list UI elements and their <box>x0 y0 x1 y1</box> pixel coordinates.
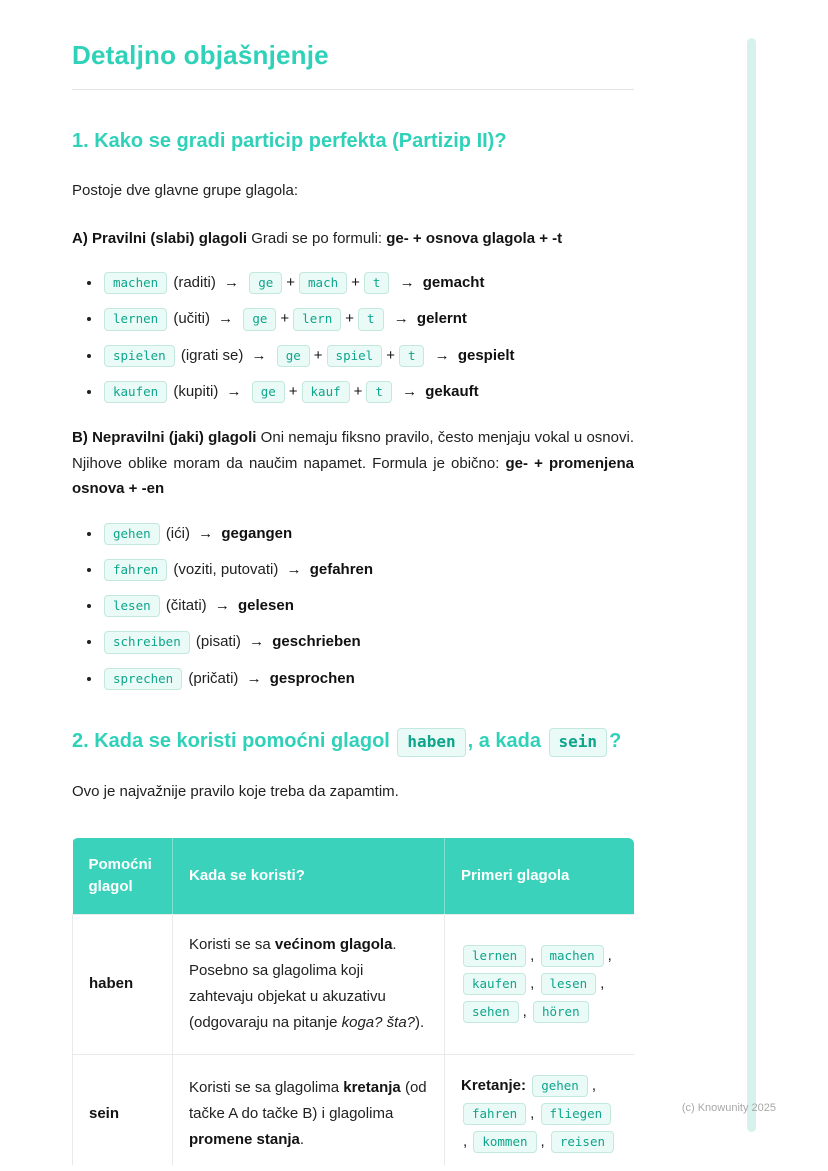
plus-glyph: + <box>280 310 290 328</box>
page-edge-strip <box>747 38 756 1132</box>
example-verb-tag: lernen <box>463 945 526 967</box>
verb-meaning: (ići) <box>165 524 190 542</box>
sein-tag: sein <box>549 728 608 757</box>
arrow-glyph: → <box>402 382 418 400</box>
comma: , <box>522 1003 527 1021</box>
aux-verb-table-wrapper <box>72 838 634 1165</box>
part-tag: t <box>366 381 392 403</box>
haben-tag: haben <box>397 728 465 757</box>
group-b-lead: Oni nemaju fiksno pravilo, često menjaju vokal u osnovi. Njihove oblike moram da naučim napamet. Formula je obično: <box>72 429 634 472</box>
verb-tag: machen <box>104 272 167 294</box>
verb-meaning: (učiti) <box>173 310 210 328</box>
part-tag: lern <box>293 308 341 330</box>
examples-cell <box>445 1054 635 1165</box>
comma: , <box>591 1076 597 1094</box>
part-tag: ge <box>277 345 310 367</box>
participle-result: gegangen <box>221 524 293 542</box>
verb-meaning: (pisati) <box>195 633 241 651</box>
section2-intro: Ovo je najvažnije pravilo koje treba da zapamtim. <box>72 782 399 800</box>
usage-bold: većinom glagola <box>274 935 393 953</box>
part-tag: spiel <box>327 345 383 367</box>
list-item <box>102 594 634 617</box>
verb-tag: gehen <box>104 523 160 545</box>
examples-label: Kretanje: <box>461 1076 527 1094</box>
list-item <box>102 344 634 367</box>
page-title: Detaljno objašnjenje <box>72 40 329 70</box>
header-cell-usage: Kada se koristi? <box>173 838 445 914</box>
verb-cell: haben <box>73 914 173 1054</box>
group-a-lead: Gradi se po formuli: <box>247 229 387 247</box>
arrow-glyph: → <box>249 633 265 651</box>
usage-italic: koga? šta? <box>341 1014 415 1032</box>
comma: , <box>530 946 535 964</box>
usage-cell <box>173 1054 445 1165</box>
usage-text: Koristi se sa <box>189 935 275 953</box>
footer-credit: (c) Knowunity 2025 <box>681 1102 776 1114</box>
part-tag: mach <box>299 272 347 294</box>
example-verb-tag: sehen <box>463 1001 519 1023</box>
arrow-glyph: → <box>251 346 267 364</box>
verb-tag: lesen <box>104 595 160 617</box>
verb-tag: lernen <box>104 308 167 330</box>
arrow-glyph: → <box>434 346 450 364</box>
example-verb-tag: kaufen <box>463 973 526 995</box>
aux-verb-table <box>72 838 634 1165</box>
section1-intro: Postoje dve glavne grupe glagola: <box>72 182 298 199</box>
comma: , <box>530 1104 535 1122</box>
group-b-list <box>72 522 634 690</box>
title-divider <box>72 89 634 90</box>
arrow-glyph: → <box>393 310 409 328</box>
example-verb-tag: kommen <box>473 1131 536 1153</box>
arrow-glyph: → <box>214 597 230 614</box>
part-tag: ge <box>252 381 285 403</box>
plus-glyph: + <box>313 346 323 364</box>
verb-meaning: (igrati se) <box>180 346 244 364</box>
example-verb-tag: lesen <box>541 973 597 995</box>
comma: , <box>600 974 605 992</box>
section2-heading <box>72 726 634 757</box>
table-row <box>73 914 635 1054</box>
verb-meaning: (voziti, putovati) <box>173 560 279 578</box>
plus-glyph: + <box>345 310 355 328</box>
group-b-formula: ge- + promenjena osnova + -en <box>72 454 634 497</box>
arrow-glyph: → <box>224 274 240 291</box>
section1-heading: 1. Kako se gradi particip perfekta (Partizip II)? <box>72 130 507 152</box>
table-header-row <box>73 838 635 914</box>
verb-meaning: (kupiti) <box>173 382 219 400</box>
verb-tag: schreiben <box>104 631 190 653</box>
list-item <box>102 522 634 545</box>
examples-cell <box>445 914 635 1054</box>
usage-text: (od tačke A do tačke B) i glagolima <box>189 1078 427 1122</box>
arrow-glyph: → <box>226 382 242 400</box>
plus-glyph: + <box>353 382 363 400</box>
part-tag: kauf <box>302 381 350 403</box>
usage-text: ). <box>415 1014 425 1032</box>
participle-result: gekauft <box>425 382 479 400</box>
example-verb-tag: machen <box>541 945 604 967</box>
arrow-glyph: → <box>246 669 262 687</box>
usage-text: . <box>299 1131 305 1149</box>
section2-heading-text: , a kada <box>467 729 547 752</box>
usage-bold: promene stanja <box>189 1131 300 1149</box>
plus-glyph: + <box>386 346 395 364</box>
group-b-label: B) Nepravilni (jaki) glagoli <box>72 429 257 446</box>
part-tag: t <box>364 272 390 294</box>
part-tag: ge <box>249 272 282 294</box>
section2-heading-text: ? <box>609 729 622 752</box>
document-content <box>72 40 634 1165</box>
participle-result: gelernt <box>416 310 467 328</box>
participle-result: gesprochen <box>269 669 355 687</box>
group-b-paragraph <box>72 425 634 502</box>
example-verb-tag: hören <box>533 1001 589 1023</box>
plus-glyph: + <box>351 274 360 291</box>
usage-text: Koristi se sa glagolima <box>189 1078 344 1096</box>
comma: , <box>530 974 535 992</box>
comma: , <box>540 1133 545 1151</box>
part-tag: ge <box>243 308 276 330</box>
group-a-paragraph <box>72 226 634 252</box>
group-a-list <box>72 271 634 403</box>
participle-result: gelesen <box>238 597 294 614</box>
comma: , <box>607 946 612 964</box>
participle-result: geschrieben <box>272 633 361 651</box>
plus-glyph: + <box>288 382 298 400</box>
example-verb-tag: gehen <box>532 1075 588 1097</box>
usage-bold: kretanja <box>343 1078 401 1096</box>
part-tag: t <box>399 345 425 367</box>
group-a-formula: ge- + osnova glagola + -t <box>386 229 563 247</box>
usage-text: . Posebno sa glagolima koji zahtevaju objekat u akuzativu (odgovaraju na pitanje <box>189 935 397 1032</box>
list-item <box>102 667 634 690</box>
verb-tag: sprechen <box>104 668 182 690</box>
participle-result: gespielt <box>457 346 515 364</box>
arrow-glyph: → <box>286 560 302 578</box>
arrow-glyph: → <box>218 310 234 328</box>
verb-meaning: (raditi) <box>173 274 216 291</box>
header-cell-examples: Primeri glagola <box>445 838 635 914</box>
group-a-label: A) Pravilni (slabi) glagoli <box>72 229 248 247</box>
verb-cell: sein <box>73 1054 173 1165</box>
plus-glyph: + <box>286 274 296 291</box>
arrow-glyph: → <box>198 524 214 542</box>
example-verb-tag: reisen <box>551 1131 614 1153</box>
example-verb-tag: fliegen <box>541 1103 612 1125</box>
section2-heading-text: 2. Kada se koristi pomoćni glagol <box>72 729 396 752</box>
arrow-glyph: → <box>399 274 415 291</box>
list-item <box>102 558 634 581</box>
participle-result: gemacht <box>422 274 485 291</box>
header-cell-aux-verb: Pomoćni glagol <box>73 838 173 914</box>
participle-result: gefahren <box>309 560 374 578</box>
verb-tag: kaufen <box>104 381 167 403</box>
verb-meaning: (čitati) <box>165 597 207 614</box>
list-item <box>102 307 634 330</box>
verb-tag: spielen <box>104 345 175 367</box>
list-item <box>102 271 634 294</box>
verb-tag: fahren <box>104 559 167 581</box>
usage-cell <box>173 914 445 1054</box>
list-item <box>102 380 634 403</box>
example-verb-tag: fahren <box>463 1103 526 1125</box>
table-row <box>73 1054 635 1165</box>
verb-meaning: (pričati) <box>188 669 239 687</box>
list-item <box>102 630 634 653</box>
comma: , <box>463 1133 468 1151</box>
part-tag: t <box>358 308 384 330</box>
